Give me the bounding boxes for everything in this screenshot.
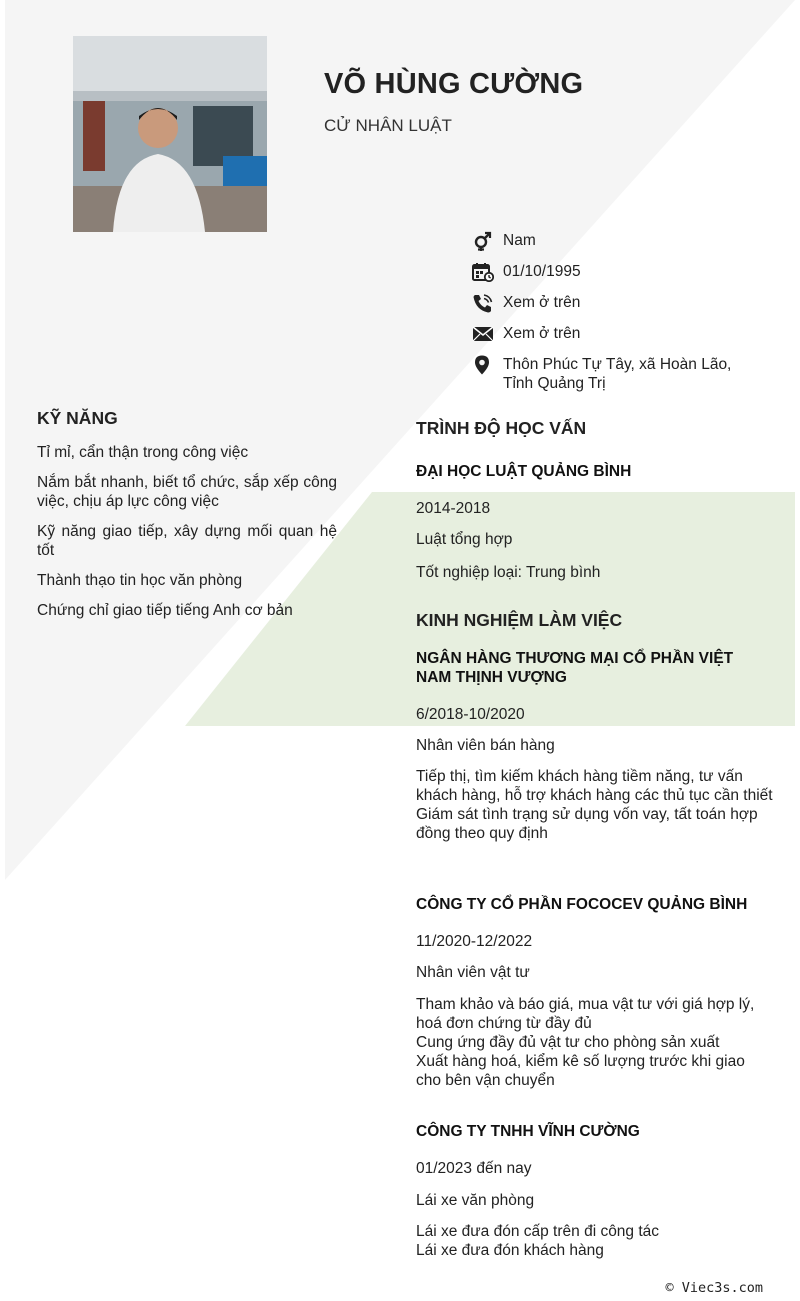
education-grade [416, 563, 776, 582]
job-duties [416, 995, 774, 1090]
job-duty: Giám sát tình trạng sử dụng vốn vay, tất toán hợp đồng theo quy định [416, 806, 758, 842]
job-duty: Lái xe đưa đón khách hàng [416, 1242, 604, 1259]
company-name: NGÂN HÀNG THƯƠNG MẠI CỔ PHẦN VIỆT NAM THỊNH VƯỢNG [416, 650, 734, 686]
job-position-text: Nhân viên vật tư [416, 964, 530, 981]
candidate-name: VÕ HÙNG CƯỜNG [324, 68, 584, 100]
contact-phone [472, 293, 772, 313]
job-duty: Tham khảo và báo giá, mua vật tư với giá hợp lý, hoá đơn chứng từ đầy đủ [416, 996, 755, 1032]
address-value: Thôn Phúc Tự Tây, xã Hoàn Lão, Tỉnh Quảng Trị [503, 356, 732, 392]
job-duties [416, 767, 774, 843]
job-position [416, 736, 776, 755]
job-position-text: Lái xe văn phòng [416, 1192, 535, 1209]
education-period-text: 2014-2018 [416, 500, 491, 517]
mail-icon [472, 324, 494, 344]
profile-photo [73, 36, 267, 232]
company-name: CÔNG TY TNHH VĨNH CƯỜNG [416, 1123, 640, 1140]
job-company [416, 895, 776, 914]
job-period-text: 01/2023 đến nay [416, 1160, 532, 1177]
experience-heading: KINH NGHIỆM LÀM VIỆC [416, 610, 623, 630]
job-period-text: 6/2018-10/2020 [416, 706, 525, 723]
job-position-text: Nhân viên bán hàng [416, 737, 555, 754]
candidate-title: CỬ NHÂN LUẬT [324, 116, 452, 135]
education-period [416, 499, 776, 518]
gender-icon [472, 231, 494, 251]
calendar-icon [472, 262, 494, 282]
phone-value: Xem ở trên [503, 294, 581, 311]
skills-list [37, 443, 337, 631]
job-duty: Tiếp thị, tìm kiếm khách hàng tiềm năng, tư vấn khách hàng, hỗ trợ khách hàng các thủ tục cần thiết [416, 768, 773, 804]
education-major-text: Luật tổng hợp [416, 531, 513, 548]
location-pin-icon [472, 355, 494, 375]
birthday-value: 01/10/1995 [503, 263, 581, 280]
skill-item: Nắm bắt nhanh, biết tổ chức, sắp xếp công việc, chịu áp lực công việc [37, 474, 337, 510]
contact-info [472, 231, 772, 404]
job-position [416, 1191, 776, 1210]
skill-item: Tỉ mỉ, cẩn thận trong công việc [37, 444, 249, 461]
job-duty: Cung ứng đầy đủ vật tư cho phòng sản xuất [416, 1034, 720, 1051]
footer-credit: © Viec3s.com [665, 1280, 763, 1296]
job-period-text: 11/2020-12/2022 [416, 933, 533, 950]
education-school [416, 462, 776, 481]
job-period [416, 705, 776, 724]
skills-heading: KỸ NĂNG [37, 408, 118, 428]
job-duties [416, 1222, 776, 1260]
gender-value: Nam [503, 232, 536, 249]
education-major [416, 530, 776, 549]
contact-birthday [472, 262, 772, 282]
email-value: Xem ở trên [503, 325, 581, 342]
job-company [416, 1122, 776, 1141]
contact-address [472, 355, 772, 393]
contact-gender [472, 231, 772, 251]
job-duty: Xuất hàng hoá, kiểm kê số lượng trước khi giao cho bên vận chuyển [416, 1053, 745, 1089]
skill-item: Chứng chỉ giao tiếp tiếng Anh cơ bản [37, 602, 293, 619]
skill-item: Thành thạo tin học văn phòng [37, 572, 243, 589]
skill-item: Kỹ năng giao tiếp, xây dựng mối quan hệ tốt [37, 523, 337, 559]
job-duty: Lái xe đưa đón cấp trên đi công tác [416, 1223, 660, 1240]
job-period [416, 1159, 776, 1178]
education-grade-text: Tốt nghiệp loại: Trung bình [416, 564, 601, 581]
job-position [416, 963, 776, 982]
contact-email [472, 324, 772, 344]
school-name: ĐẠI HỌC LUẬT QUẢNG BÌNH [416, 463, 632, 480]
job-company [416, 649, 766, 687]
job-period [416, 932, 776, 951]
company-name: CÔNG TY CỔ PHẦN FOCOCEV QUẢNG BÌNH [416, 896, 748, 913]
education-heading: TRÌNH ĐỘ HỌC VẤN [416, 418, 587, 438]
phone-icon [472, 293, 494, 313]
